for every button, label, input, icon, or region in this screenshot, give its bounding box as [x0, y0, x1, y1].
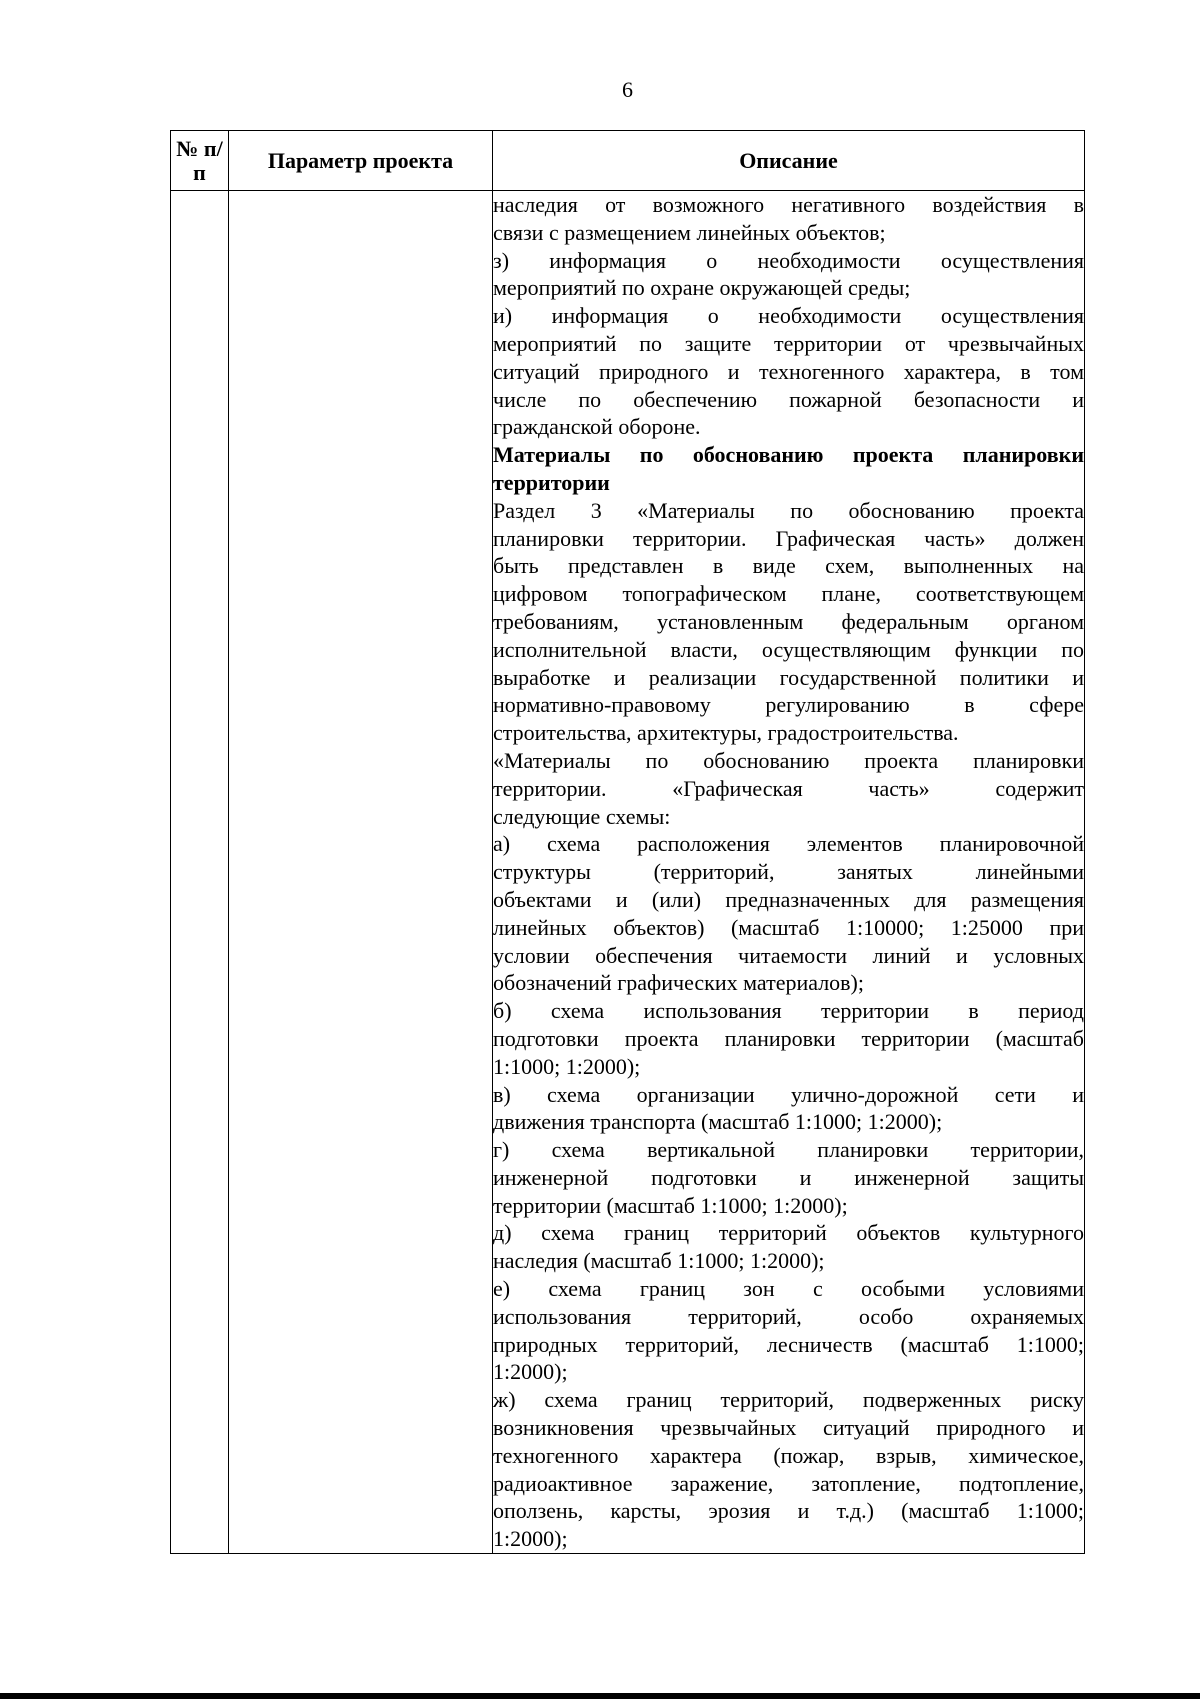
row-parameter-cell: [229, 191, 493, 1554]
row-description-cell: [493, 191, 1085, 1554]
description-line: подготовки проекта планировки территории (масштаб: [493, 1025, 1084, 1051]
description-line: следующие схемы:: [493, 803, 671, 829]
description-line: быть представлен в виде схем, выполненных на: [493, 553, 1084, 579]
description-line: территории: [493, 469, 610, 495]
description-line: движения транспорта (масштаб 1:1000; 1:2000);: [493, 1109, 943, 1135]
description-line: «Материалы по обоснованию проекта планировки: [493, 747, 1084, 773]
table-header-row: [171, 131, 1085, 191]
description-line: структуры (территорий, занятых линейными: [493, 859, 1084, 885]
description-line: оползень, карсты, эрозия и т.д.) (масштаб 1:1000;: [493, 1498, 1084, 1524]
description-line: территории (масштаб 1:1000; 1:2000);: [493, 1192, 848, 1218]
description-line: мероприятий по охране окружающей среды;: [493, 275, 911, 301]
column-header-description: Описание: [493, 131, 1085, 191]
description-line: нормативно-правовому регулированию в сфере: [493, 692, 1084, 718]
description-line: планировки территории. Графическая часть» должен: [493, 525, 1084, 551]
description-line: радиоактивное заражение, затопление, подтопление,: [493, 1470, 1084, 1496]
description-line: выработке и реализации государственной политики и: [493, 664, 1084, 690]
description-line: условии обеспечения читаемости линий и условных: [493, 942, 1084, 968]
description-line: Материалы по обоснованию проекта планировки: [493, 442, 1084, 468]
description-line: мероприятий по защите территории от чрезвычайных: [493, 330, 1084, 356]
description-line: в) схема организации улично-дорожной сети и: [493, 1081, 1084, 1107]
description-line: исполнительной власти, осуществляющим функции по: [493, 636, 1084, 662]
project-parameters-table: [170, 130, 1085, 1554]
table-row: [171, 191, 1085, 1554]
description-line: числе по обеспечению пожарной безопасности и: [493, 386, 1084, 412]
description-line: природных территорий, лесничеств (масштаб 1:1000;: [493, 1331, 1084, 1357]
description-line: техногенного характера (пожар, взрыв, химическое,: [493, 1442, 1084, 1468]
description-line: гражданской обороне.: [493, 414, 701, 440]
scan-bottom-edge: [0, 1693, 1200, 1699]
column-header-number: № п/п: [171, 131, 229, 191]
description-line: а) схема расположения элементов планировочной: [493, 831, 1084, 857]
description-line: ж) схема границ территорий, подверженных риску: [493, 1387, 1084, 1413]
description-line: 1:1000; 1:2000);: [493, 1053, 641, 1079]
description-line: г) схема вертикальной планировки территории,: [493, 1137, 1084, 1163]
description-line: использования территорий, особо охраняемых: [493, 1303, 1084, 1329]
description-line: е) схема границ зон с особыми условиями: [493, 1276, 1084, 1302]
description-line: и) информация о необходимости осуществления: [493, 303, 1084, 329]
description-line: 1:2000);: [493, 1526, 568, 1552]
description-line: Раздел 3 «Материалы по обоснованию проекта: [493, 497, 1084, 523]
description-line: связи с размещением линейных объектов;: [493, 219, 886, 245]
description-line: объектами и (или) предназначенных для размещения: [493, 886, 1084, 912]
description-line: линейных объектов) (масштаб 1:10000; 1:25000 при: [493, 914, 1084, 940]
description-line: строительства, архитектуры, градостроительства.: [493, 720, 959, 746]
description-line: 1:2000);: [493, 1359, 568, 1385]
description-line: з) информация о необходимости осуществления: [493, 247, 1084, 273]
description-line: наследия (масштаб 1:1000; 1:2000);: [493, 1248, 825, 1274]
description-line: территории. «Графическая часть» содержит: [493, 775, 1084, 801]
row-number-cell: [171, 191, 229, 1554]
description-line: ситуаций природного и техногенного характера, в том: [493, 358, 1084, 384]
description-line: обозначений графических материалов);: [493, 970, 864, 996]
description-line: цифровом топографическом плане, соответствующем: [493, 581, 1084, 607]
description-line: наследия от возможного негативного воздействия в: [493, 192, 1084, 217]
description-line: требованиям, установленным федеральным органом: [493, 608, 1084, 634]
description-line: д) схема границ территорий объектов культурного: [493, 1220, 1084, 1246]
description-line: инженерной подготовки и инженерной защиты: [493, 1164, 1084, 1190]
column-header-parameter: Параметр проекта: [229, 131, 493, 191]
page-number: 6: [622, 77, 633, 102]
description-line: б) схема использования территории в период: [493, 998, 1084, 1024]
description-line: возникновения чрезвычайных ситуаций природного и: [493, 1415, 1084, 1441]
